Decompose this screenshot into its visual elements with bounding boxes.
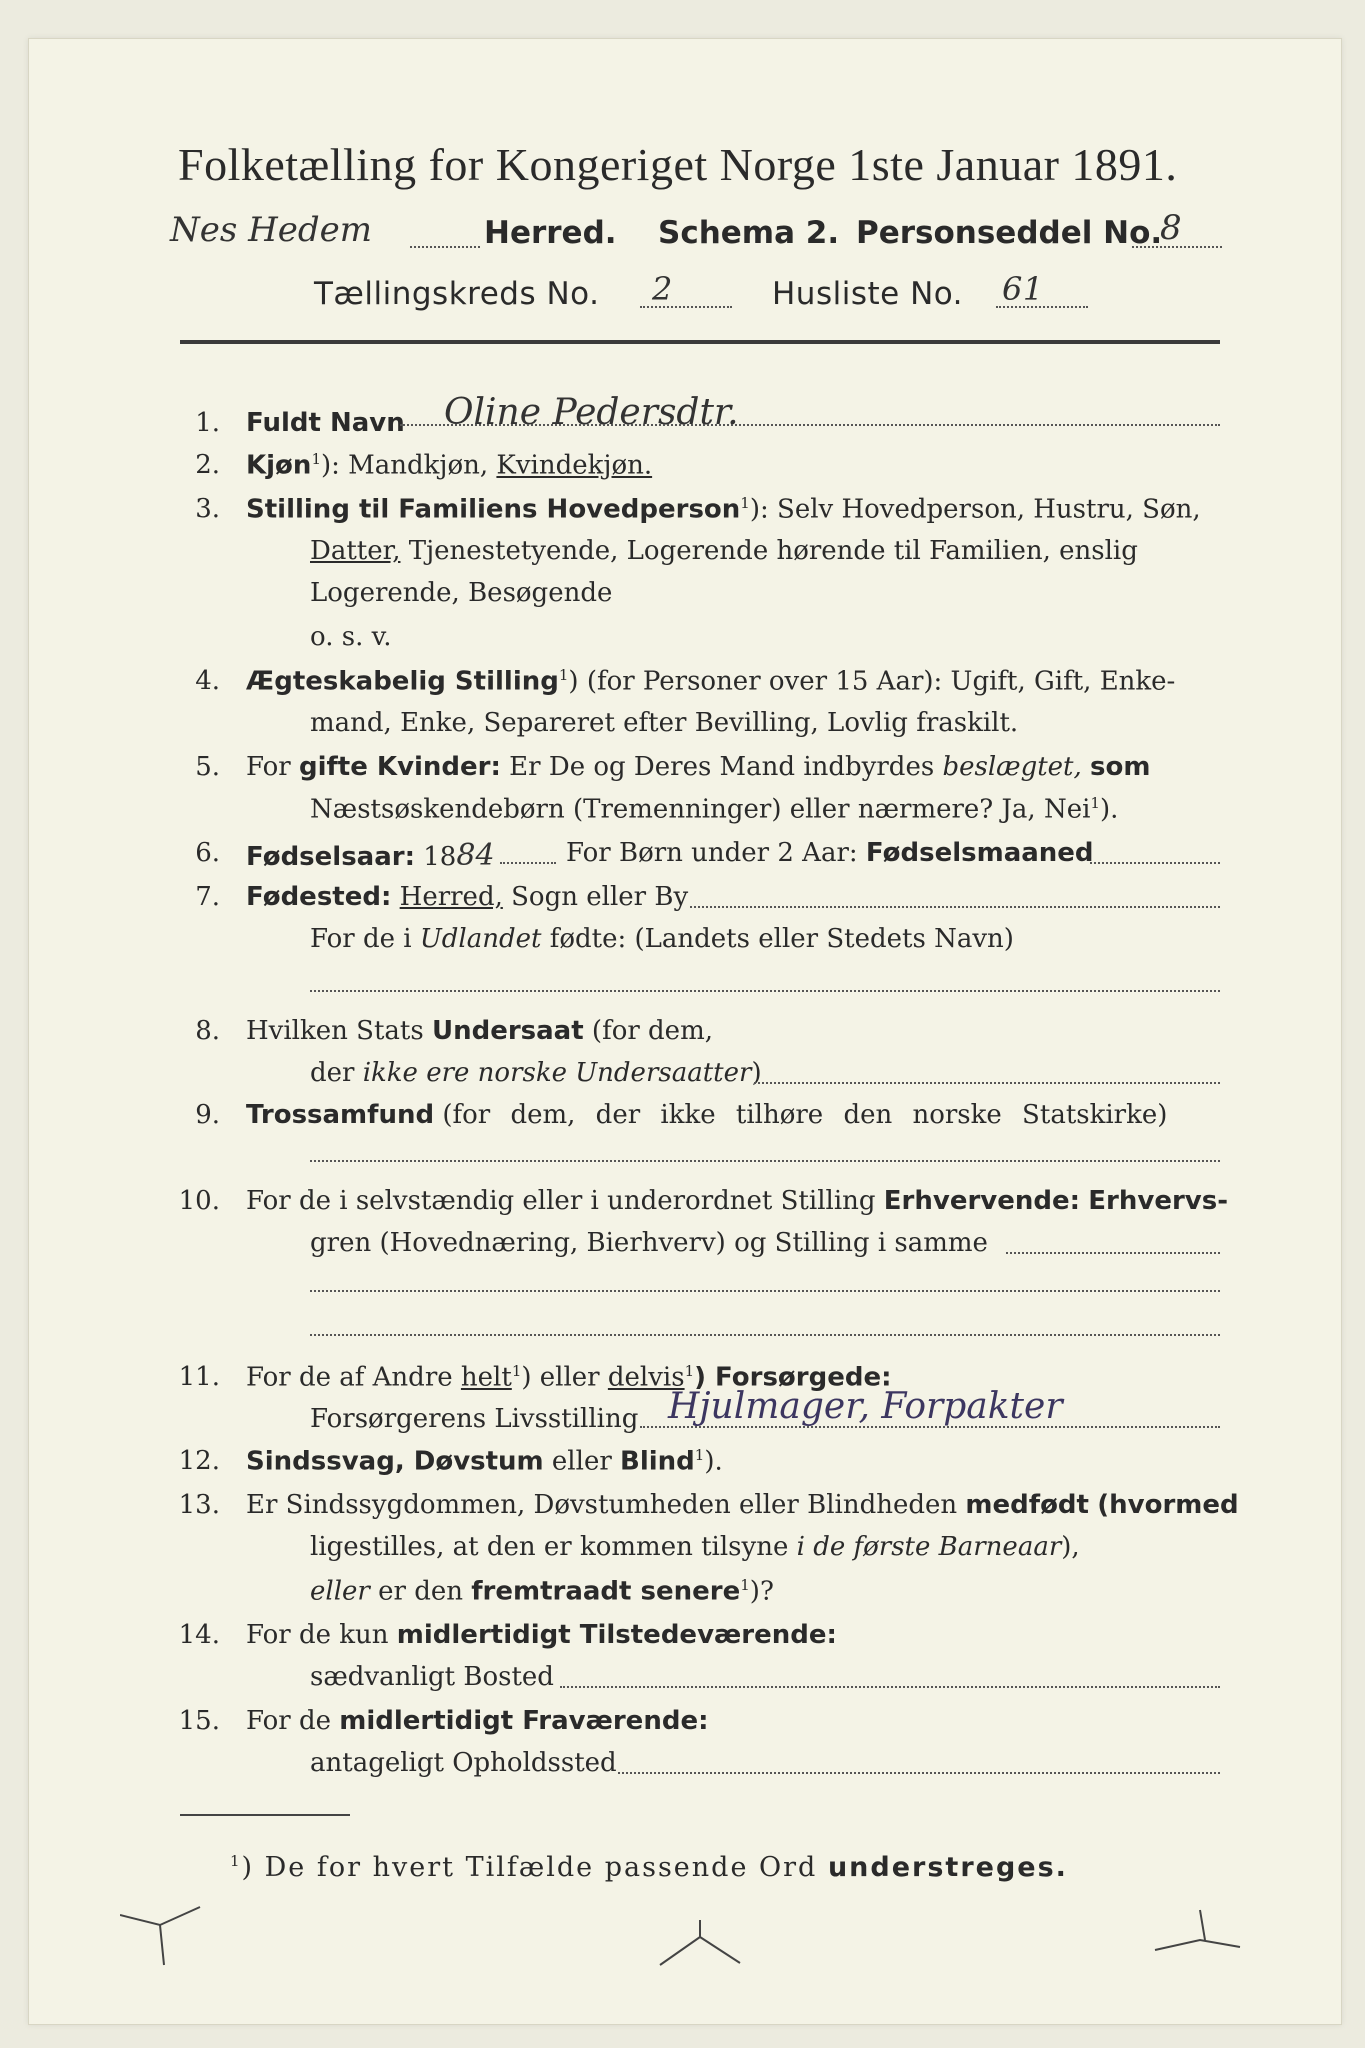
q14-label: midlertidigt Tilstedeværende: (396, 1620, 837, 1650)
taellingskreds-value: 2 (652, 270, 673, 308)
q8-number: 8. (195, 1016, 220, 1046)
q15-number: 15. (178, 1706, 220, 1736)
q1-row (246, 408, 405, 438)
q14-leader (560, 1686, 1220, 1688)
q3-line1 (246, 494, 1201, 525)
form-title: Folketælling for Kongeriget Norge 1ste Januar 1891. (178, 139, 1178, 190)
q6-row-right (566, 838, 1094, 868)
q1-label: Fuldt Navn (246, 408, 405, 438)
q9-line1 (246, 1100, 1167, 1130)
q13-line2-pre: ligestilles, at den er kommen tilsyne (310, 1532, 789, 1562)
q13-line2-italic: i de første Barneaar (796, 1532, 1062, 1562)
q7-number: 7. (195, 882, 220, 912)
q7-line1 (246, 882, 688, 912)
q8-line2-pre: der (310, 1058, 355, 1088)
q5-number: 5. (195, 752, 220, 782)
corner-mark-left (120, 1895, 220, 1975)
q11-leader (640, 1426, 1220, 1428)
husliste-value: 61 (1002, 270, 1044, 308)
q3-sup: 1 (740, 494, 750, 512)
q11-underlined: helt (460, 1362, 512, 1393)
q5-line2-sup: 1 (1090, 794, 1100, 812)
q12-row (246, 1446, 723, 1477)
q3-line3: Logerende, Besøgende (310, 578, 613, 608)
q15-line1 (246, 1706, 708, 1736)
q9-answer-line (310, 1160, 1220, 1162)
schema-label: Schema 2. (658, 215, 840, 251)
q4-number: 4. (195, 666, 220, 696)
q12-number: 12. (178, 1446, 220, 1476)
q1-leader (400, 424, 1220, 426)
q14-number: 14. (178, 1620, 220, 1650)
q11-line2: Forsørgerens Livsstilling (310, 1404, 639, 1434)
q12-sup: 1 (694, 1446, 705, 1464)
q15-leader (618, 1772, 1220, 1774)
q11-pre: For de af Andre (246, 1362, 453, 1393)
q5-line1 (246, 752, 1150, 782)
q4-line1-rest: ) (for Personer over 15 Aar): Ugift, Gift, Enke- (568, 666, 1176, 697)
q3-line2-rest: Tjenestetyende, Logerende hørende til Familien, enslig (408, 536, 1138, 566)
q4-line1 (246, 666, 1175, 697)
personseddel-leader (1132, 246, 1222, 248)
q9-rest: (for dem, der ikke tilhøre den norske Statskirke) (442, 1100, 1168, 1130)
q14-pre: For de kun (246, 1620, 389, 1650)
footnote-text: ) De for hvert Tilfælde passende Ord (241, 1852, 818, 1883)
q13-line3 (310, 1576, 774, 1607)
q5-line2-text: Næstsøskendebørn (Tremenninger) eller nærmere? Ja, Nei (310, 794, 1091, 825)
herred-line (170, 210, 372, 250)
taellingskreds-leader (640, 306, 732, 308)
q10-label: Erhvervende: (883, 1186, 1081, 1216)
q5-pre: For (246, 752, 291, 782)
q7-line2-rest: fødte: (Landets eller Stedets Navn) (549, 924, 1014, 954)
q6-label2: Fødselsmaaned (865, 838, 1094, 868)
q5-line2 (310, 794, 1118, 825)
q8-label: Undersaat (431, 1016, 584, 1046)
q13-line3-label: fremtraadt senere (471, 1576, 741, 1607)
q4-line2: mand, Enke, Separeret efter Bevilling, Lovlig fraskilt. (310, 708, 1019, 738)
q13-label: medfødt (965, 1490, 1089, 1520)
q5-label: gifte Kvinder: (298, 752, 501, 782)
husliste-label: Husliste No. (772, 276, 964, 312)
husliste-leader (996, 306, 1088, 308)
q7-label: Fødested: (246, 882, 392, 912)
q6-year-value: 84 (456, 838, 495, 873)
q8-rest: (for dem, (591, 1016, 713, 1046)
q6-year-prefix: 18 (423, 842, 457, 872)
corner-mark-right (1150, 1905, 1250, 1965)
q2-label: Kjøn (246, 450, 312, 481)
q2-sup: 1 (311, 450, 321, 468)
q12-end: ). (704, 1446, 723, 1477)
q15-pre: For de (246, 1706, 331, 1736)
q6-label: Fødselsaar: (246, 842, 415, 872)
q14-line1 (246, 1620, 837, 1650)
q12-label2: Blind (620, 1446, 695, 1477)
q9-label: Trossamfund (246, 1100, 435, 1130)
q6-mid: For Børn under 2 Aar: (566, 838, 858, 868)
q8-leader (754, 1082, 1220, 1084)
q6-number: 6. (195, 838, 220, 868)
q10-rest: Erhvervs- (1088, 1186, 1229, 1216)
q3-number: 3. (195, 494, 220, 524)
q5-line1-end: som (1090, 752, 1151, 782)
q2-underlined: Kvindekjøn. (496, 450, 653, 481)
q4-label: Ægteskabelig Stilling (246, 666, 559, 697)
q11-label: ) Forsørgede: (694, 1362, 892, 1393)
q8-line2-end: ) (751, 1058, 762, 1088)
q7-leader (690, 906, 1220, 908)
q13-label2: (hvormed (1097, 1490, 1239, 1520)
q6-row (246, 838, 495, 873)
header-rule (180, 340, 1220, 344)
herred-value: Nes Hedem (170, 210, 373, 250)
q8-line1 (246, 1016, 713, 1046)
q3-line1-rest: ): Selv Hovedperson, Hustru, Søn, (749, 494, 1201, 525)
q8-line2-italic: ikke ere norske Undersaatter (362, 1058, 752, 1088)
q9-number: 9. (195, 1100, 220, 1130)
q3-underlined: Datter, (310, 536, 401, 566)
footnote (230, 1852, 1068, 1883)
q7-line2-pre: For de i (310, 924, 412, 954)
footnote-sup: 1 (230, 1852, 242, 1870)
q12-label: Sindssvag, Døvstum (246, 1446, 544, 1477)
q13-number: 13. (178, 1490, 220, 1520)
q2-row (246, 450, 652, 481)
q10-answer-line-2 (310, 1334, 1220, 1336)
q7-line2-italic: Udlandet (419, 924, 542, 954)
q7-line2 (310, 924, 1014, 954)
q5-line2-end: ). (1099, 794, 1119, 825)
herred-label: Herred. (484, 215, 617, 251)
q11-underlined2: delvis (607, 1362, 685, 1393)
q10-pre: For de i selvstændig eller i underordnet Stilling (246, 1186, 876, 1216)
q10-line1 (246, 1186, 1228, 1216)
q5-line1-rest: Er De og Deres Mand indbyrdes (509, 752, 935, 782)
q7-underlined: Herred, (399, 882, 503, 912)
q15-line2: antageligt Opholdssted (310, 1748, 617, 1778)
q13-line2 (310, 1532, 1080, 1562)
q11-number: 11. (178, 1362, 220, 1392)
personseddel-value: 8 (1160, 208, 1182, 248)
q11-value: Hjulmager, Forpakter (668, 1386, 1063, 1427)
q7-rest: Sogn eller By (511, 882, 689, 912)
q2-number: 2. (195, 450, 220, 480)
q15-label: midlertidigt Fraværende: (339, 1706, 709, 1736)
q13-line3-sup: 1 (740, 1576, 750, 1594)
q11-sup2: 1 (684, 1362, 695, 1380)
q11-sup: 1 (511, 1362, 522, 1380)
q13-pre: Er Sindssygdommen, Døvstumheden eller Blindheden (246, 1490, 958, 1520)
q1-number: 1. (195, 408, 220, 438)
footnote-rule (180, 1814, 350, 1816)
herred-leader (410, 246, 480, 248)
q13-line3-mid: er den (378, 1576, 463, 1607)
q13-line1 (246, 1490, 1239, 1520)
center-mark (650, 1915, 750, 1975)
q7-answer-line (310, 990, 1220, 992)
q1-value: Oline Pedersdtr. (444, 392, 739, 433)
q13-line3-italic: eller (310, 1576, 370, 1607)
q11-mid: ) eller (521, 1362, 600, 1393)
q12-rest: eller (551, 1446, 612, 1477)
q3-line4: o. s. v. (310, 622, 392, 652)
q4-sup: 1 (558, 666, 569, 684)
q6-year-leader (500, 862, 556, 864)
q2-rest: ): Mandkjøn, (320, 450, 489, 481)
taellingskreds-label: Tællingskreds No. (314, 276, 600, 312)
q13-line2-end: ), (1061, 1532, 1080, 1562)
q10-answer-line-1 (310, 1290, 1220, 1292)
q5-italic: beslægtet, (942, 752, 1082, 782)
q8-pre: Hvilken Stats (246, 1016, 424, 1046)
q3-line2 (310, 536, 1138, 566)
footnote-bold: understreges. (827, 1852, 1068, 1883)
q8-line2 (310, 1058, 762, 1088)
q10-number: 10. (178, 1186, 220, 1216)
q13-line3-end: )? (749, 1576, 774, 1607)
q6-leader (1090, 862, 1220, 864)
personseddel-label: Personseddel No. (856, 215, 1163, 251)
q3-label: Stilling til Familiens Hovedperson (246, 494, 741, 525)
q10-line2: gren (Hovednæring, Bierhverv) og Stilling i samme (310, 1228, 988, 1258)
q10-leader (1006, 1252, 1220, 1254)
q14-line2: sædvanligt Bosted (310, 1662, 554, 1692)
